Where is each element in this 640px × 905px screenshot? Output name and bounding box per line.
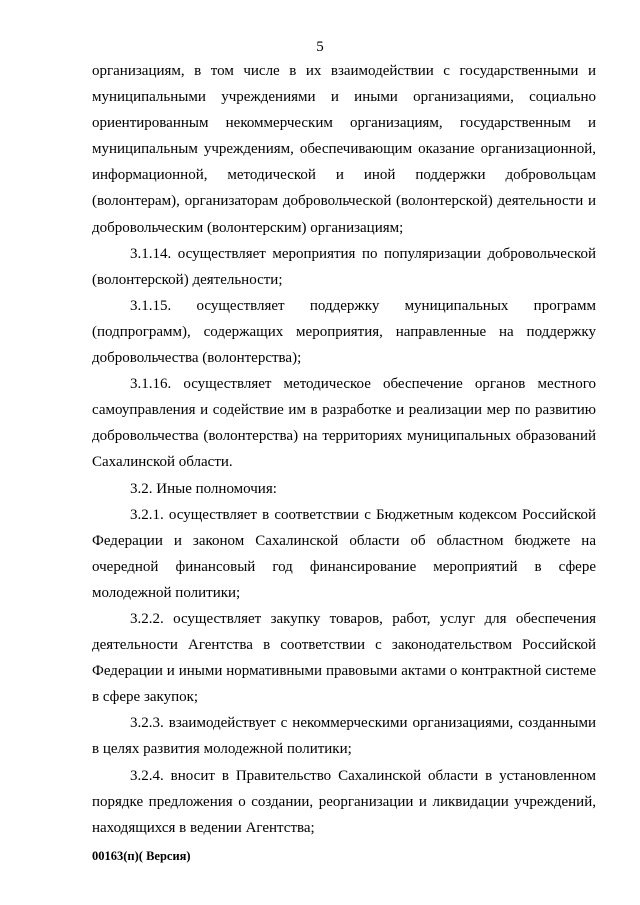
paragraph-3-2-3: 3.2.3. взаимодействует с некоммерческими организациями, созданными в целях развития молодежной политики;	[92, 715, 596, 758]
paragraph-3-2-2: 3.2.2. осуществляет закупку товаров, работ, услуг для обеспечения деятельности Агентства в соответствии с законодательством Российской Федерации и иными нормативными правовыми актами о контрактной системе в сфере закупок;	[92, 610, 596, 706]
paragraph-3-2: 3.2. Иные полномочия:	[130, 480, 277, 497]
paragraph-3-2-1: 3.2.1. осуществляет в соответствии с Бюджетным кодексом Российской Федерации и законом Сахалинской области об областном бюджете на очередной финансовый год финансирование мероприятий в сфере молодежной политики;	[92, 506, 596, 601]
paragraph-3-1-16: 3.1.16. осуществляет методическое обеспечение органов местного самоуправления и содействие им в разработке и реализации мер по развитию добровольчества (волонтерства) на территориях муниципальных образований Сахалинской области.	[92, 376, 596, 471]
document-body	[92, 58, 596, 841]
paragraph-3-1-15: 3.1.15. осуществляет поддержку муниципальных программ (подпрограмм), содержащих мероприятия, направленные на поддержку добровольчества (волонтерства);	[92, 297, 596, 367]
paragraph-3-1-14: 3.1.14. осуществляет мероприятия по популяризации добровольческой (волонтерской) деятельности;	[92, 245, 596, 288]
paragraph-continuation: организациям, в том числе в их взаимодействии с государственными и муниципальными учреждениями и иными организациями, социально ориентированным некоммерческим организациям, государственным и муниципальным учреждениям, обеспечивающим оказание организационной, информационной, методической и иной поддержки добровольцам (волонтерам), организаторам добровольческой (волонтерской) деятельности и добровольческим (волонтерским) организациям;	[92, 63, 596, 236]
document-footer-code: 00163(п)( Версия)	[92, 849, 191, 863]
page-number: 5	[316, 39, 324, 55]
paragraph-3-2-4: 3.2.4. вносит в Правительство Сахалинской области в установленном порядке предложения о создании, реорганизации и ликвидации учреждений, находящихся в ведении Агентства;	[92, 767, 596, 836]
